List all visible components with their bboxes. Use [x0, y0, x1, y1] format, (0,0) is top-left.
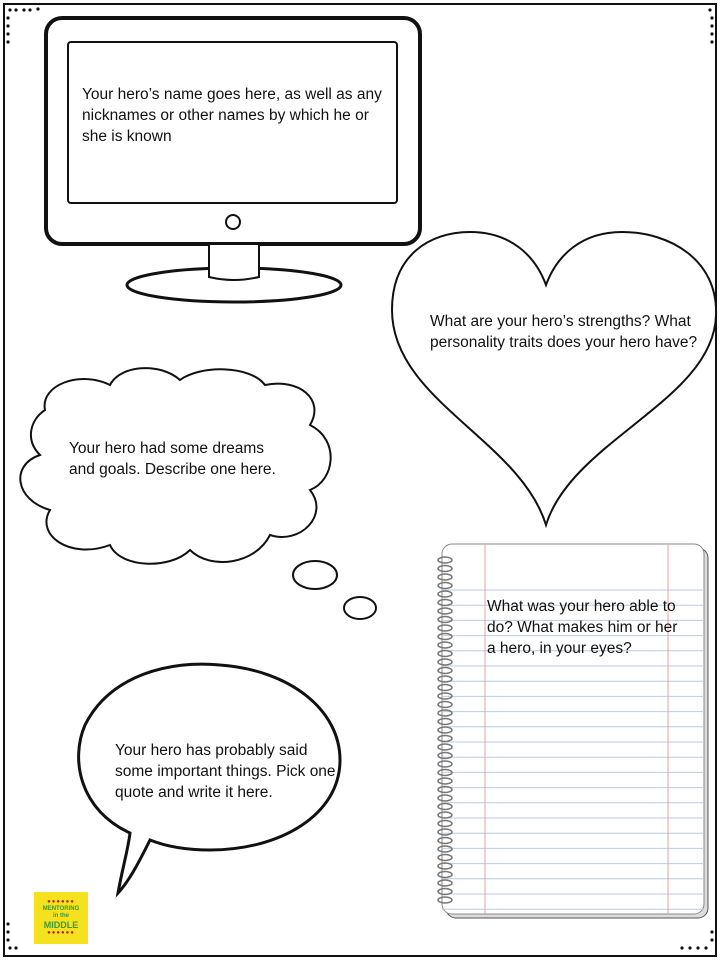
hero-strengths-prompt: What are your hero’s strengths? What personality traits does your hero have?: [430, 313, 698, 351]
hero-quote-prompt: Your hero has probably said some important things. Pick one quote and write it here.: [115, 742, 336, 801]
mentoring-in-the-middle-logo: ●●●●●● MENTORING in the MIDDLE ●●●●●●: [34, 892, 88, 944]
heart-shape: [392, 232, 716, 525]
logo-line-2: in the: [53, 913, 69, 919]
logo-line-1: MENTORING: [42, 906, 80, 912]
hero-dreams-prompt: Your hero had some dreams and goals. Describe one here.: [69, 440, 276, 478]
logo-line-3: MIDDLE: [43, 920, 79, 930]
hero-name-prompt: Your hero’s name goes here, as well as any nicknames or other names by which he or she is known: [82, 86, 382, 145]
thought-bubble-smallest: [344, 597, 376, 619]
thought-bubble-small: [293, 561, 337, 589]
hero-achievements-prompt: What was your hero able to do? What makes him or her a hero, in your eyes?: [487, 598, 678, 657]
monitor-shape: [46, 18, 420, 302]
